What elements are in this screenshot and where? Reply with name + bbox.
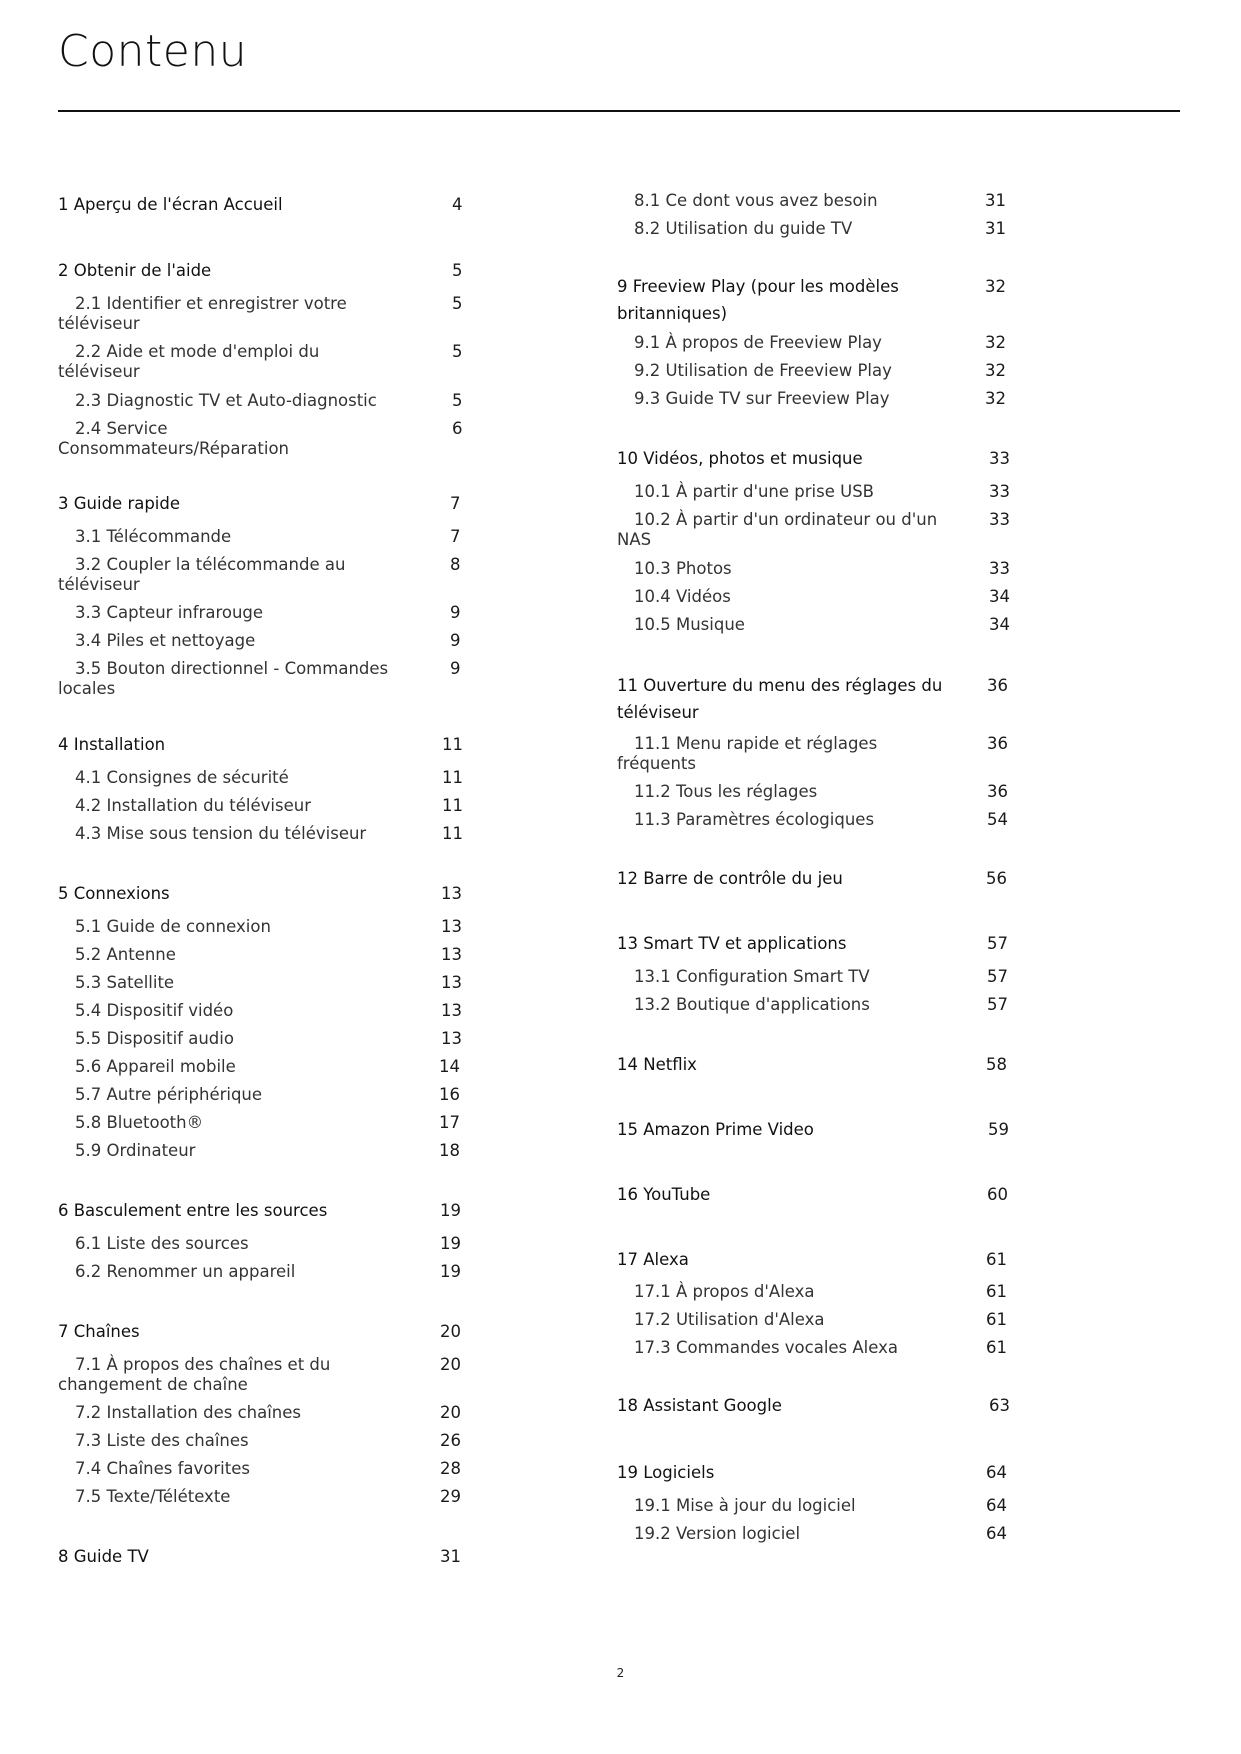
toc-entry-label: 11.2 Tous les réglages xyxy=(634,782,818,801)
toc-chapter-entry[interactable] xyxy=(617,1055,1025,1075)
toc-entry-page-number: 32 xyxy=(985,361,1006,380)
toc-entry-label: 18 Assistant Google xyxy=(617,1396,782,1415)
toc-chapter-entry[interactable] xyxy=(617,934,1025,954)
toc-entry-page-number: 19 xyxy=(440,1262,461,1281)
toc-entry-page-number: 57 xyxy=(987,995,1008,1014)
toc-entry-label: 10.1 À partir d'une prise USB xyxy=(634,482,874,501)
toc-entry-page-number: 61 xyxy=(986,1338,1007,1357)
toc-section-entry[interactable] xyxy=(58,917,468,937)
toc-section-entry[interactable] xyxy=(617,810,1025,830)
toc-entry-label: 2.1 Identifier et enregistrer votre téléviseur xyxy=(58,294,347,333)
toc-entry-label: 2 Obtenir de l'aide xyxy=(58,261,212,280)
toc-section-entry[interactable] xyxy=(58,555,468,595)
toc-entry-label: 3 Guide rapide xyxy=(58,494,181,513)
toc-chapter-entry[interactable] xyxy=(617,869,1025,889)
toc-entry-page-number: 13 xyxy=(441,945,462,964)
toc-section-entry[interactable] xyxy=(617,995,1025,1015)
toc-entry-page-number: 57 xyxy=(987,934,1008,953)
toc-section-entry[interactable] xyxy=(617,1338,1025,1358)
toc-section-entry[interactable] xyxy=(58,1141,468,1161)
toc-section-entry[interactable] xyxy=(58,1085,468,1105)
toc-chapter-entry[interactable] xyxy=(58,884,468,904)
toc-entry-label: 7.2 Installation des chaînes xyxy=(75,1403,302,1422)
toc-entry-label: 7.3 Liste des chaînes xyxy=(75,1431,249,1450)
toc-entry-page-number: 13 xyxy=(441,884,462,903)
toc-entry-page-number: 17 xyxy=(439,1113,460,1132)
toc-entry-label: 9.2 Utilisation de Freeview Play xyxy=(634,361,892,380)
toc-entry-label: 12 Barre de contrôle du jeu xyxy=(617,869,843,888)
toc-entry-page-number: 36 xyxy=(987,734,1008,753)
toc-entry-page-number: 33 xyxy=(989,449,1010,468)
page-number: 2 xyxy=(616,1666,625,1680)
toc-section-entry[interactable] xyxy=(617,1310,1025,1330)
toc-entry-label: 4.3 Mise sous tension du téléviseur xyxy=(75,824,367,843)
toc-entry-page-number: 13 xyxy=(441,917,462,936)
toc-entry-label: 1 Aperçu de l'écran Accueil xyxy=(58,195,283,214)
toc-entry-label: 3.3 Capteur infrarouge xyxy=(75,603,264,622)
toc-section-entry[interactable] xyxy=(58,768,468,788)
toc-entry-label: 7.1 À propos des chaînes et du changement de chaîne xyxy=(58,1355,331,1394)
toc-entry-page-number: 11 xyxy=(442,796,463,815)
toc-entry-label: 4.1 Consignes de sécurité xyxy=(75,768,289,787)
toc-chapter-entry[interactable] xyxy=(617,1185,1025,1205)
toc-section-entry[interactable] xyxy=(58,796,468,816)
toc-entry-page-number: 19 xyxy=(440,1201,461,1220)
toc-entry-page-number: 63 xyxy=(989,1396,1010,1415)
toc-entry-page-number: 36 xyxy=(987,676,1008,695)
toc-chapter-entry[interactable] xyxy=(617,1396,1025,1416)
toc-entry-page-number: 13 xyxy=(441,1029,462,1048)
toc-entry-page-number: 7 xyxy=(450,527,461,546)
toc-entry-label: 13.2 Boutique d'applications xyxy=(634,995,870,1014)
toc-entry-page-number: 28 xyxy=(440,1459,461,1478)
toc-entry-label: 17.1 À propos d'Alexa xyxy=(634,1282,815,1301)
toc-entry-page-number: 61 xyxy=(986,1310,1007,1329)
toc-entry-page-number: 31 xyxy=(985,219,1006,238)
toc-entry-page-number: 4 xyxy=(452,195,463,214)
toc-entry-page-number: 11 xyxy=(442,735,463,754)
toc-entry-page-number: 9 xyxy=(450,659,461,678)
toc-entry-label: 8 Guide TV xyxy=(58,1547,149,1566)
toc-section-entry[interactable] xyxy=(617,510,1025,550)
toc-entry-label: 10.3 Photos xyxy=(634,559,732,578)
toc-entry-label: 19.1 Mise à jour du logiciel xyxy=(634,1496,856,1515)
toc-entry-label: 6 Basculement entre les sources xyxy=(58,1201,328,1220)
toc-entry-label: 5 Connexions xyxy=(58,884,170,903)
toc-section-entry[interactable] xyxy=(617,734,1025,774)
page-title: Contenu xyxy=(58,26,248,77)
toc-section-entry[interactable] xyxy=(617,559,1025,579)
toc-entry-label: 16 YouTube xyxy=(617,1185,711,1204)
toc-entry-page-number: 32 xyxy=(985,389,1006,408)
toc-section-entry[interactable] xyxy=(58,945,468,965)
toc-entry-page-number: 19 xyxy=(440,1234,461,1253)
toc-entry-label: 5.3 Satellite xyxy=(75,973,175,992)
toc-section-entry[interactable] xyxy=(617,361,1025,381)
toc-entry-label: 14 Netflix xyxy=(617,1055,697,1074)
toc-entry-page-number: 13 xyxy=(441,1001,462,1020)
toc-chapter-entry[interactable] xyxy=(58,1547,468,1567)
toc-chapter-entry[interactable] xyxy=(58,735,468,755)
toc-entry-label: 5.7 Autre périphérique xyxy=(75,1085,263,1104)
toc-entry-page-number: 58 xyxy=(986,1055,1007,1074)
toc-chapter-entry[interactable] xyxy=(58,1322,468,1342)
toc-section-entry[interactable] xyxy=(58,1487,468,1507)
toc-entry-page-number: 57 xyxy=(987,967,1008,986)
toc-entry-page-number: 5 xyxy=(452,294,463,313)
toc-entry-page-number: 64 xyxy=(986,1524,1007,1543)
toc-entry-page-number: 32 xyxy=(985,277,1006,296)
toc-entry-page-number: 6 xyxy=(452,419,463,438)
toc-entry-label: 2.3 Diagnostic TV et Auto-diagnostic xyxy=(75,391,377,410)
toc-entry-page-number: 5 xyxy=(452,342,463,361)
toc-section-entry[interactable] xyxy=(617,967,1025,987)
toc-entry-page-number: 20 xyxy=(440,1355,461,1374)
toc-entry-page-number: 9 xyxy=(450,603,461,622)
toc-section-entry[interactable] xyxy=(58,603,468,623)
toc-section-entry[interactable] xyxy=(58,342,468,382)
toc-entry-label: 6.2 Renommer un appareil xyxy=(75,1262,296,1281)
toc-chapter-entry[interactable] xyxy=(617,1120,1025,1140)
toc-chapter-entry[interactable] xyxy=(58,494,468,514)
toc-section-entry[interactable] xyxy=(58,1431,468,1451)
toc-entry-page-number: 13 xyxy=(441,973,462,992)
toc-section-entry[interactable] xyxy=(617,389,1025,409)
toc-entry-label: 11.1 Menu rapide et réglages fréquents xyxy=(617,734,878,773)
toc-entry-page-number: 56 xyxy=(986,869,1007,888)
toc-entry-label: 4 Installation xyxy=(58,735,166,754)
toc-entry-page-number: 20 xyxy=(440,1322,461,1341)
toc-entry-page-number: 59 xyxy=(988,1120,1009,1139)
toc-section-entry[interactable] xyxy=(617,1496,1025,1516)
toc-section-entry[interactable] xyxy=(58,659,468,699)
toc-section-entry[interactable] xyxy=(58,1234,468,1254)
toc-section-entry[interactable] xyxy=(58,1459,468,1479)
toc-entry-label: 3.4 Piles et nettoyage xyxy=(75,631,256,650)
toc-entry-page-number: 31 xyxy=(985,191,1006,210)
toc-entry-label: 19.2 Version logiciel xyxy=(634,1524,801,1543)
toc-entry-label: 5.4 Dispositif vidéo xyxy=(75,1001,234,1020)
toc-entry-label: 17 Alexa xyxy=(617,1250,689,1269)
toc-chapter-entry[interactable] xyxy=(617,449,1025,469)
toc-section-entry[interactable] xyxy=(58,391,468,411)
toc-entry-page-number: 31 xyxy=(440,1547,461,1566)
toc-chapter-entry[interactable] xyxy=(58,1201,468,1221)
toc-section-entry[interactable] xyxy=(617,1282,1025,1302)
toc-entry-page-number: 64 xyxy=(986,1496,1007,1515)
toc-chapter-entry[interactable] xyxy=(58,261,468,281)
toc-entry-page-number: 34 xyxy=(989,615,1010,634)
toc-entry-page-number: 9 xyxy=(450,631,461,650)
toc-entry-label: 3.1 Télécommande xyxy=(75,527,232,546)
toc-entry-label: 5.6 Appareil mobile xyxy=(75,1057,236,1076)
toc-section-entry[interactable] xyxy=(617,191,1025,211)
toc-section-entry[interactable] xyxy=(58,1403,468,1423)
toc-entry-label: 4.2 Installation du téléviseur xyxy=(75,796,311,815)
toc-section-entry[interactable] xyxy=(617,615,1025,635)
toc-section-entry[interactable] xyxy=(58,1001,468,1021)
toc-section-entry[interactable] xyxy=(617,587,1025,607)
toc-chapter-entry[interactable] xyxy=(58,195,468,215)
toc-section-entry[interactable] xyxy=(58,1113,468,1133)
toc-chapter-entry[interactable] xyxy=(617,672,1025,726)
toc-entry-label: 10.2 À partir d'un ordinateur ou d'un NAS xyxy=(617,510,938,549)
toc-entry-page-number: 33 xyxy=(989,559,1010,578)
title-divider xyxy=(58,110,1180,112)
toc-entry-label: 5.8 Bluetooth® xyxy=(75,1113,204,1132)
toc-entry-label: 10 Vidéos, photos et musique xyxy=(617,449,863,468)
toc-entry-page-number: 20 xyxy=(440,1403,461,1422)
toc-entry-label: 2.2 Aide et mode d'emploi du téléviseur xyxy=(58,342,320,381)
toc-entry-page-number: 26 xyxy=(440,1431,461,1450)
toc-entry-page-number: 14 xyxy=(439,1057,460,1076)
toc-entry-page-number: 54 xyxy=(987,810,1008,829)
toc-entry-page-number: 11 xyxy=(442,768,463,787)
toc-entry-label: 11.3 Paramètres écologiques xyxy=(634,810,875,829)
toc-entry-label: 8.2 Utilisation du guide TV xyxy=(634,219,853,238)
toc-entry-page-number: 18 xyxy=(439,1141,460,1160)
toc-entry-page-number: 36 xyxy=(987,782,1008,801)
toc-entry-label: 8.1 Ce dont vous avez besoin xyxy=(634,191,878,210)
toc-section-entry[interactable] xyxy=(617,1524,1025,1544)
toc-entry-page-number: 33 xyxy=(989,510,1010,529)
toc-entry-label: 19 Logiciels xyxy=(617,1463,715,1482)
toc-entry-label: 7.5 Texte/Télétexte xyxy=(75,1487,231,1506)
toc-entry-page-number: 16 xyxy=(439,1085,460,1104)
toc-section-entry[interactable] xyxy=(617,219,1025,239)
toc-entry-page-number: 61 xyxy=(986,1282,1007,1301)
toc-entry-page-number: 61 xyxy=(986,1250,1007,1269)
toc-entry-label: 11 Ouverture du menu des réglages du téléviseur xyxy=(617,676,943,722)
toc-entry-page-number: 11 xyxy=(442,824,463,843)
toc-entry-page-number: 33 xyxy=(989,482,1010,501)
toc-entry-label: 13 Smart TV et applications xyxy=(617,934,847,953)
toc-entry-page-number: 5 xyxy=(452,261,463,280)
toc-chapter-entry[interactable] xyxy=(617,1250,1025,1270)
toc-entry-page-number: 5 xyxy=(452,391,463,410)
toc-section-entry[interactable] xyxy=(58,1355,468,1395)
toc-entry-label: 17.2 Utilisation d'Alexa xyxy=(634,1310,825,1329)
toc-entry-label: 2.4 Service Consommateurs/Réparation xyxy=(58,419,289,458)
toc-entry-label: 6.1 Liste des sources xyxy=(75,1234,249,1253)
toc-entry-page-number: 7 xyxy=(450,494,461,513)
toc-entry-label: 5.2 Antenne xyxy=(75,945,176,964)
toc-section-entry[interactable] xyxy=(58,631,468,651)
toc-entry-label: 3.2 Coupler la télécommande au téléviseur xyxy=(58,555,346,594)
toc-entry-label: 3.5 Bouton directionnel - Commandes locales xyxy=(58,659,389,698)
toc-entry-label: 9.3 Guide TV sur Freeview Play xyxy=(634,389,890,408)
toc-section-entry[interactable] xyxy=(58,419,468,459)
toc-entry-page-number: 8 xyxy=(450,555,461,574)
toc-entry-label: 10.4 Vidéos xyxy=(634,587,731,606)
toc-entry-label: 9.1 À propos de Freeview Play xyxy=(634,333,882,352)
toc-section-entry[interactable] xyxy=(58,294,468,334)
toc-entry-page-number: 60 xyxy=(987,1185,1008,1204)
toc-chapter-entry[interactable] xyxy=(617,1463,1025,1483)
toc-chapter-entry[interactable] xyxy=(617,273,1025,327)
toc-section-entry[interactable] xyxy=(58,1029,468,1049)
toc-entry-label: 10.5 Musique xyxy=(634,615,745,634)
toc-entry-page-number: 29 xyxy=(440,1487,461,1506)
toc-section-entry[interactable] xyxy=(58,824,468,844)
toc-entry-label: 5.5 Dispositif audio xyxy=(75,1029,234,1048)
toc-section-entry[interactable] xyxy=(58,1262,468,1282)
toc-entry-page-number: 34 xyxy=(989,587,1010,606)
toc-entry-page-number: 32 xyxy=(985,333,1006,352)
toc-section-entry[interactable] xyxy=(58,527,468,547)
toc-section-entry[interactable] xyxy=(58,973,468,993)
toc-entry-label: 7 Chaînes xyxy=(58,1322,140,1341)
toc-section-entry[interactable] xyxy=(617,782,1025,802)
toc-entry-page-number: 64 xyxy=(986,1463,1007,1482)
toc-entry-label: 17.3 Commandes vocales Alexa xyxy=(634,1338,899,1357)
toc-entry-label: 13.1 Configuration Smart TV xyxy=(634,967,870,986)
toc-entry-label: 9 Freeview Play (pour les modèles britanniques) xyxy=(617,277,899,323)
toc-section-entry[interactable] xyxy=(58,1057,468,1077)
toc-entry-label: 5.9 Ordinateur xyxy=(75,1141,196,1160)
toc-section-entry[interactable] xyxy=(617,482,1025,502)
toc-section-entry[interactable] xyxy=(617,333,1025,353)
toc-entry-label: 5.1 Guide de connexion xyxy=(75,917,271,936)
toc-entry-label: 15 Amazon Prime Video xyxy=(617,1120,814,1139)
toc-entry-label: 7.4 Chaînes favorites xyxy=(75,1459,250,1478)
